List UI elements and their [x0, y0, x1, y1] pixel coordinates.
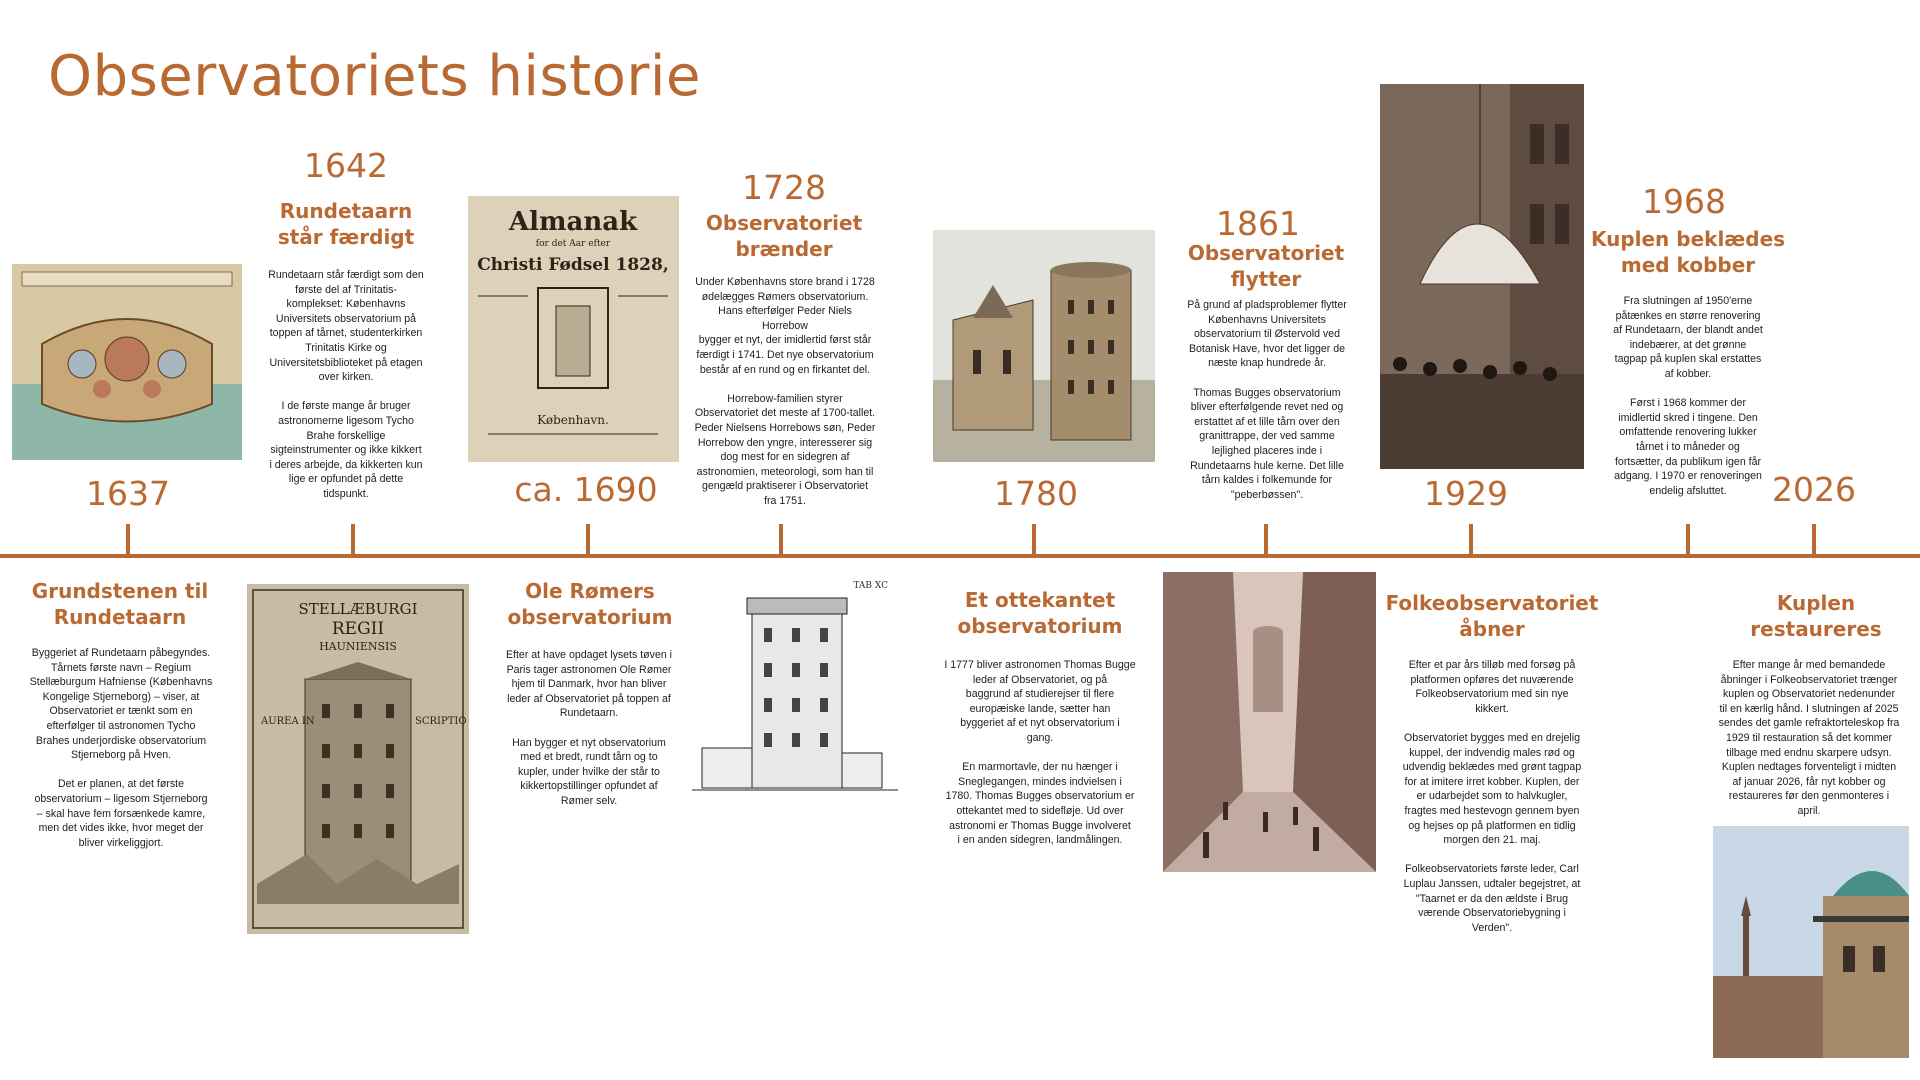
timeline-tick — [1032, 524, 1036, 554]
stellaeburgi-left-text: AUREA IN — [261, 716, 315, 727]
stellaeburgi-engraving-image — [247, 584, 469, 934]
tower-section-label: TAB XC — [853, 581, 888, 591]
event-body: I 1777 bliver astronomen Thomas Bugge leder af Observatoriet, og på baggrund af studierejser til flere europæiske lande, sætter han byggeriet af et nyt observatorium i gang. En marmortavle, der nu hænger i Sneglegangen, mindes indvielsen i 1780. Thomas Bugges observatorium er ottekantet med to sidefløje. Ud over astronomi er Thomas Bugge involveret i en anden sidegren, landmålingen. — [944, 659, 1136, 847]
event-body: På grund af pladsproblemer flytter Københavns Universitets observatorium til Østervold ved Botanisk Have, hvor det ligger de næste knap hundrede år. Thomas Bugges observatorium bliver efterfølgende revet ned og erstattet af et lille tårn over den granittrappe, der ved samme lejlighed placeres inde i Rundetaarns hule kerne. Det lille tårn kaldes i folkemunde for "peberbøssen". — [1187, 299, 1347, 501]
stellaeburgi-header-1: STELLÆBURGI — [298, 600, 418, 618]
event-body: Efter mange år med bemandede åbninger i Folkeobservatoriet trænger kuplen og Observatoriet nedenunder til en kærlig hånd. I slutningen af 2025 sendes det gamle refraktorteleskop fra 1929 til restauration så det kommer tilbage med endnu skarpere udsyn. Kuplen nedtages forventeligt i midten af januar 2026, får nyt kobber og restaureres før den genmonteres i april. — [1718, 659, 1900, 817]
year-label: 1929 — [1424, 474, 1508, 513]
almanak-line-2: for det Aar efter — [535, 239, 611, 249]
event-heading: Folkeobservatoriet åbner — [1385, 591, 1599, 641]
stellaeburgi-right-text: SCRIPTIO — [415, 716, 467, 727]
year-label: 1780 — [994, 474, 1078, 513]
event-heading: Ole Rømers observatorium — [507, 579, 673, 629]
year-label: 2026 — [1772, 470, 1856, 509]
year-label: 1642 — [304, 146, 388, 185]
event-heading: Grundstenen til Rundetaarn — [31, 579, 209, 629]
event-body: Efter et par års tilløb med forsøg på platformen opføres det nuværende Folkeobservatorium med sin nye kikkert. Observatoriet bygges med en drejelig kuppel, der indvendig males rød og udvendig beklædes med grønt tagpap for at imitere irret kobber. Kuplen, der er udarbejdet som to halvkugler, fragtes med hestevogn gennem byen og hejses op på platformen en tidlig morgen den 21. maj. Folkeobservatoriets første leder, Carl Luplau Janssen, udtaler begejstret, at "Taarnet er da den ældste i Brug værende Observatoriebygning i Verden". — [1402, 659, 1582, 934]
timeline-tick — [1469, 524, 1473, 554]
dome-hoist-photo-image — [1380, 84, 1584, 469]
almanak-line-4: København. — [537, 413, 609, 427]
stellaeburgi-header-2: REGII — [331, 619, 385, 639]
event-body: Under Københavns store brand i 1728 ødelægges Rømers observatorium. Hans efterfølger Peder Niels Horrebow bygger et nyt, der imidlertid først står færdigt i 1741. Det nye observatorium består af en rund og en firkantet del. Horrebow-familien styrer Observatoriet det meste af 1700-tallet. Peder Nielsens Horrebows søn, Peder Horrebow den yngre, interesserer sig dog mest for en sidegren af astronomien, meteorologi, som han til gengæld praktiserer i Observatoriet fra 1751. — [694, 276, 876, 507]
year-label: 1637 — [86, 474, 170, 513]
almanak-line-1: Almanak — [508, 207, 638, 237]
year-label: 1968 — [1642, 182, 1726, 221]
almanak-line-3: Christi Fødsel 1828, — [477, 255, 669, 275]
timeline-tick — [586, 524, 590, 554]
event-body: Rundetaarn står færdigt som den første del af Trinitatis- komplekset: Københavns Universitets observatorium på toppen af tårnet, studenterkirken Trinitatis Kirke og Universitetsbiblioteket på etagen over kirken. I de første mange år bruger astronomerne ligesom Tycho Brahe forskellige sigteinstrumenter og ikke kikkert i deres arbejde, da kikkerten kun lige er opfundet på dette tidspunkt. — [268, 269, 424, 500]
timeline-axis — [0, 554, 1920, 558]
event-heading: Kuplen restaureres — [1750, 591, 1882, 641]
year-label: 1728 — [742, 168, 826, 207]
timeline-tick — [779, 524, 783, 554]
page-title: Observatoriets historie — [48, 44, 701, 109]
dome-modern-photo-image — [1713, 826, 1909, 1058]
event-heading: Observatoriet brænder — [705, 211, 863, 261]
timeline-tick — [1686, 524, 1690, 554]
almanak-1828-image — [468, 196, 679, 462]
stjerneborg-map-image — [12, 264, 242, 460]
timeline-tick — [126, 524, 130, 554]
year-label: ca. 1690 — [514, 470, 658, 509]
event-body: Efter at have opdaget lysets tøven i Paris tager astronomen Ole Rømer hjem til Danmark, hvor han bliver leder af Observatoriet på toppen af Rundetaarn. Han bygger et nyt observatorium med et bredt, rundt tårn og to kupler, under hvilke der står to kikkertopstillinger opfundet af Rømer selv. — [505, 649, 673, 807]
timeline-tick — [1264, 524, 1268, 554]
timeline-tick — [351, 524, 355, 554]
year-label: 1861 — [1216, 204, 1300, 243]
event-heading: Kuplen beklædes med kobber — [1590, 227, 1786, 277]
event-body: Fra slutningen af 1950'erne påtænkes en større renovering af Rundetaarn, der blandt andet indebærer, at det grønne tagpap på kuplen skal erstattes af kobber. Først i 1968 kommer der imidlertid skred i tingene. Den omfattende renovering lukker tårnet i to måneder og fortsætter, da publikum igen får adgang. I 1970 er renoveringen endelig afsluttet. — [1613, 295, 1763, 497]
event-heading: Et ottekantet observatorium — [957, 588, 1123, 638]
street-photo-image — [1163, 572, 1376, 872]
stellaeburgi-header-3: HAUNIENSIS — [319, 640, 397, 653]
tower-section-drawing-image — [692, 578, 898, 808]
event-heading: Observatoriet flytter — [1187, 241, 1345, 291]
event-heading: Rundetaarn står færdigt — [277, 199, 415, 249]
round-tower-church-image — [933, 230, 1155, 462]
event-body: Byggeriet af Rundetaarn påbegyndes. Tårnets første navn – Regium Stellæburgum Hafniense (Københavns Kongelige Stjerneborg) – viser, at Observatoriet er tænkt som en efterfølger til astronomen Tycho Brahes underjordiske observatorium Stjerneborg på Hven. Det er planen, at det første observatorium – ligesom Stjerneborg – skal have fem forsænkede kamre, men det vides ikke, hvor meget der bliver virkeliggjort. — [29, 647, 213, 849]
timeline-tick — [1812, 524, 1816, 554]
